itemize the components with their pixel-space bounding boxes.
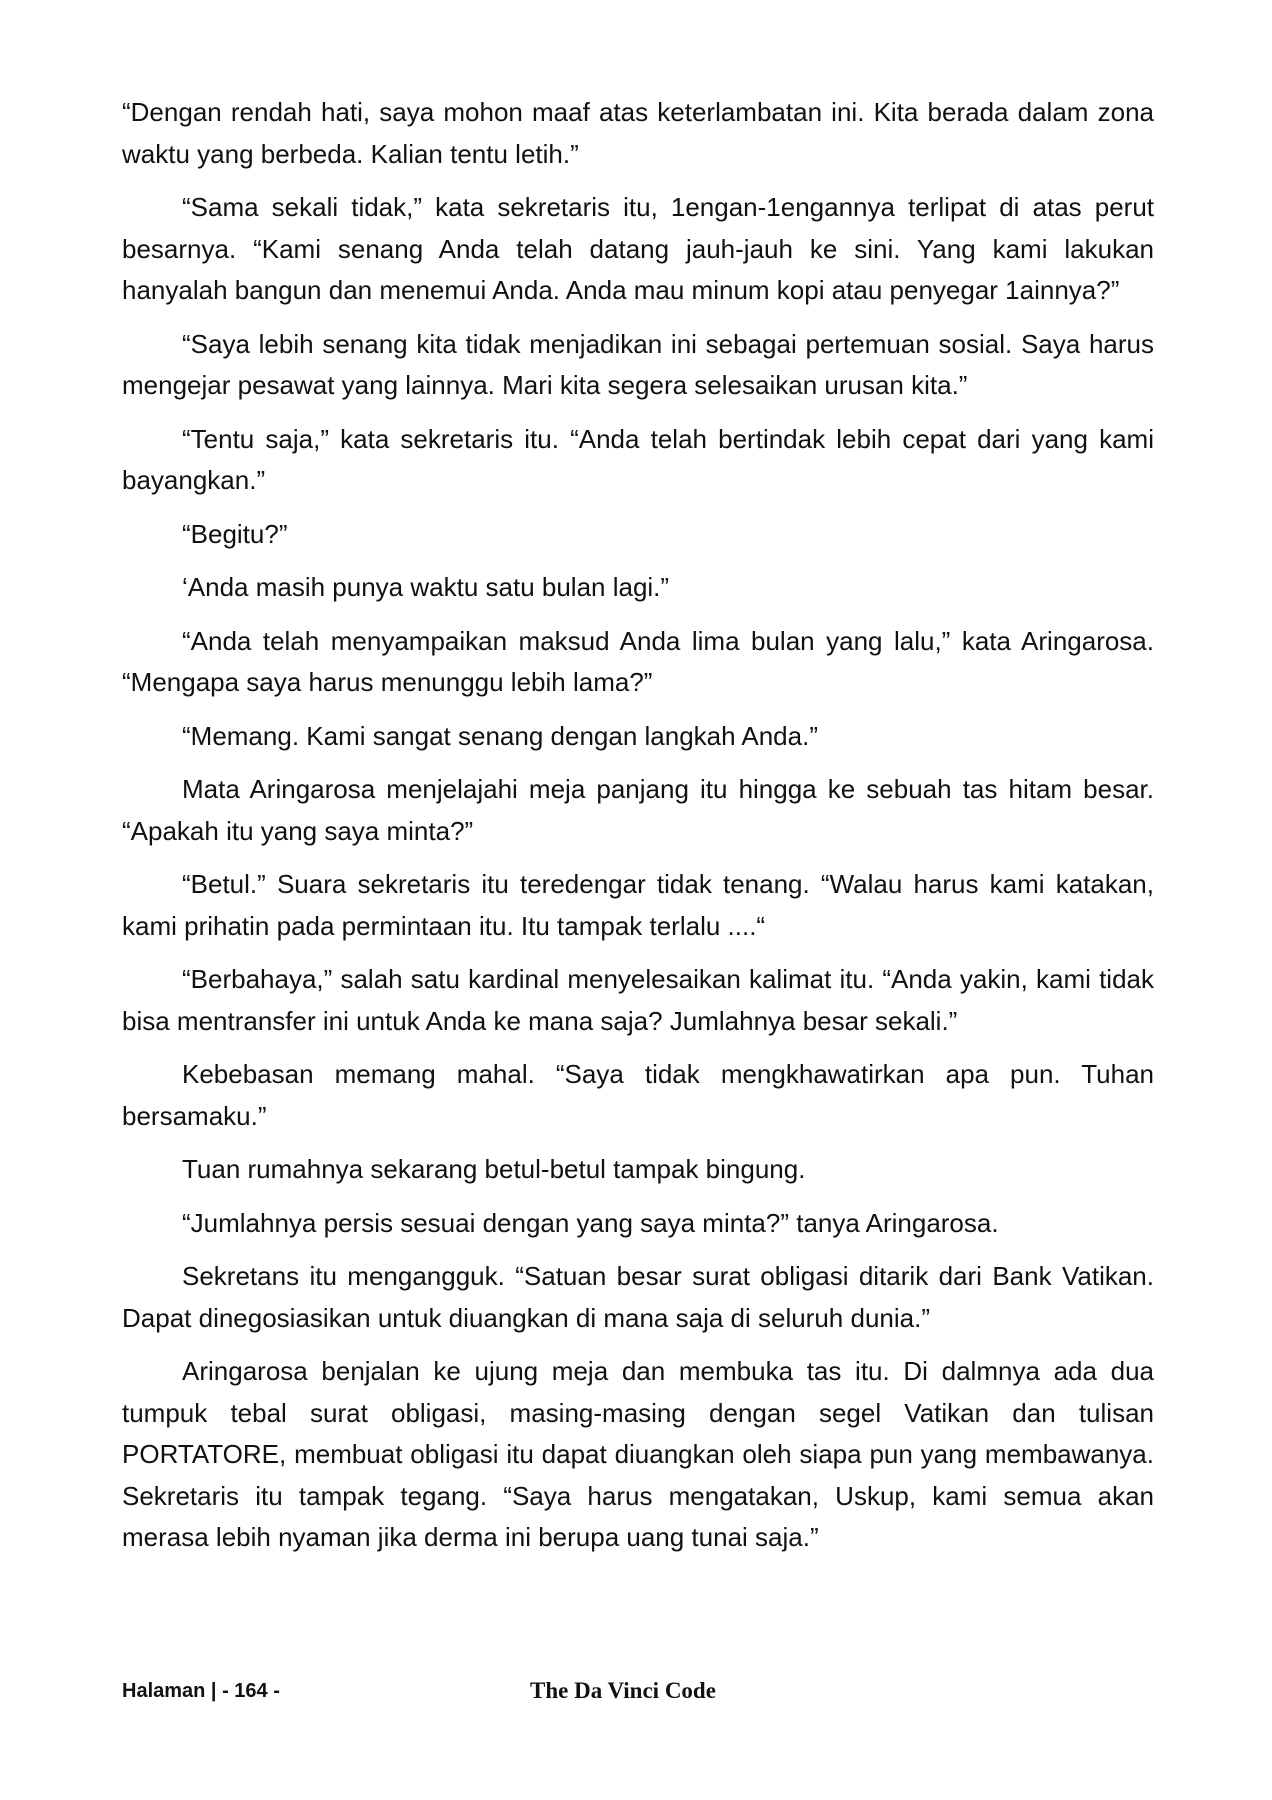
- paragraph: “Dengan rendah hati, saya mohon maaf atas keterlambatan ini. Kita berada dalam zona waktu yang berbeda. Kalian tentu letih.”: [122, 97, 1154, 169]
- book-title: The Da Vinci Code: [530, 1678, 716, 1703]
- paragraph: “Memang. Kami sangat senang dengan langkah Anda.”: [182, 720, 818, 751]
- paragraph: “Berbahaya,” salah satu kardinal menyelesaikan kalimat itu. “Anda yakin, kami tidak bisa mentransfer ini untuk Anda ke mana saja? Jumlahnya besar sekali.”: [122, 964, 1154, 1036]
- paragraph: Tuan rumahnya sekarang betul-betul tampak bingung.: [182, 1154, 806, 1184]
- page-number: Halaman | - 164 -: [122, 1680, 280, 1702]
- paragraph: “Saya lebih senang kita tidak menjadikan ini sebagai pertemuan sosial. Saya harus mengejar pesawat yang lainnya. Mari kita segera selesaikan urusan kita.”: [122, 328, 1154, 400]
- paragraph: “Jumlahnya persis sesuai dengan yang saya minta?” tanya Aringarosa.: [182, 1207, 999, 1238]
- page-footer: [122, 1680, 1154, 1710]
- paragraph: “Sama sekali tidak,” kata sekretaris itu, 1engan-1engannya terlipat di atas perut besarnya. “Kami senang Anda telah datang jauh-jauh ke sini. Yang kami lakukan hanyalah bangun dan menemui Anda. Anda mau minum kopi atau penyegar 1ainnya?”: [122, 192, 1154, 305]
- paragraph: Sekretans itu mengangguk. “Satuan besar surat obligasi ditarik dari Bank Vatikan. Dapat dinegosiasikan untuk diuangkan di mana saja di seluruh dunia.”: [122, 1261, 1154, 1333]
- paragraph: ‘Anda masih punya waktu satu bulan lagi.”: [182, 572, 670, 602]
- paragraph: Aringarosa benjalan ke ujung meja dan membuka tas itu. Di dalmnya ada dua tumpuk tebal surat obligasi, masing-masing dengan segel Vatikan dan tulisan PORTATORE, membuat obligasi itu dapat diuangkan oleh siapa pun yang membawanya. Sekretaris itu tampak tegang. “Saya harus mengatakan, Uskup, kami semua akan merasa lebih nyaman jika derma ini berupa uang tunai saja.”: [122, 1356, 1154, 1552]
- paragraph: “Tentu saja,” kata sekretaris itu. “Anda telah bertindak lebih cepat dari yang kami bayangkan.”: [122, 423, 1154, 495]
- paragraph: Kebebasan memang mahal. “Saya tidak mengkhawatirkan apa pun. Tuhan bersamaku.”: [122, 1059, 1154, 1131]
- page-body: [122, 92, 1154, 1571]
- paragraph: Mata Aringarosa menjelajahi meja panjang itu hingga ke sebuah tas hitam besar. “Apakah itu yang saya minta?”: [122, 774, 1154, 846]
- paragraph: “Begitu?”: [182, 518, 288, 549]
- paragraph: “Anda telah menyampaikan maksud Anda lima bulan yang lalu,” kata Aringarosa. “Mengapa saya harus menunggu lebih lama?”: [122, 625, 1154, 697]
- paragraph: “Betul.” Suara sekretaris itu teredengar tidak tenang. “Walau harus kami katakan, kami prihatin pada permintaan itu. Itu tampak terlalu ....“: [122, 869, 1154, 941]
